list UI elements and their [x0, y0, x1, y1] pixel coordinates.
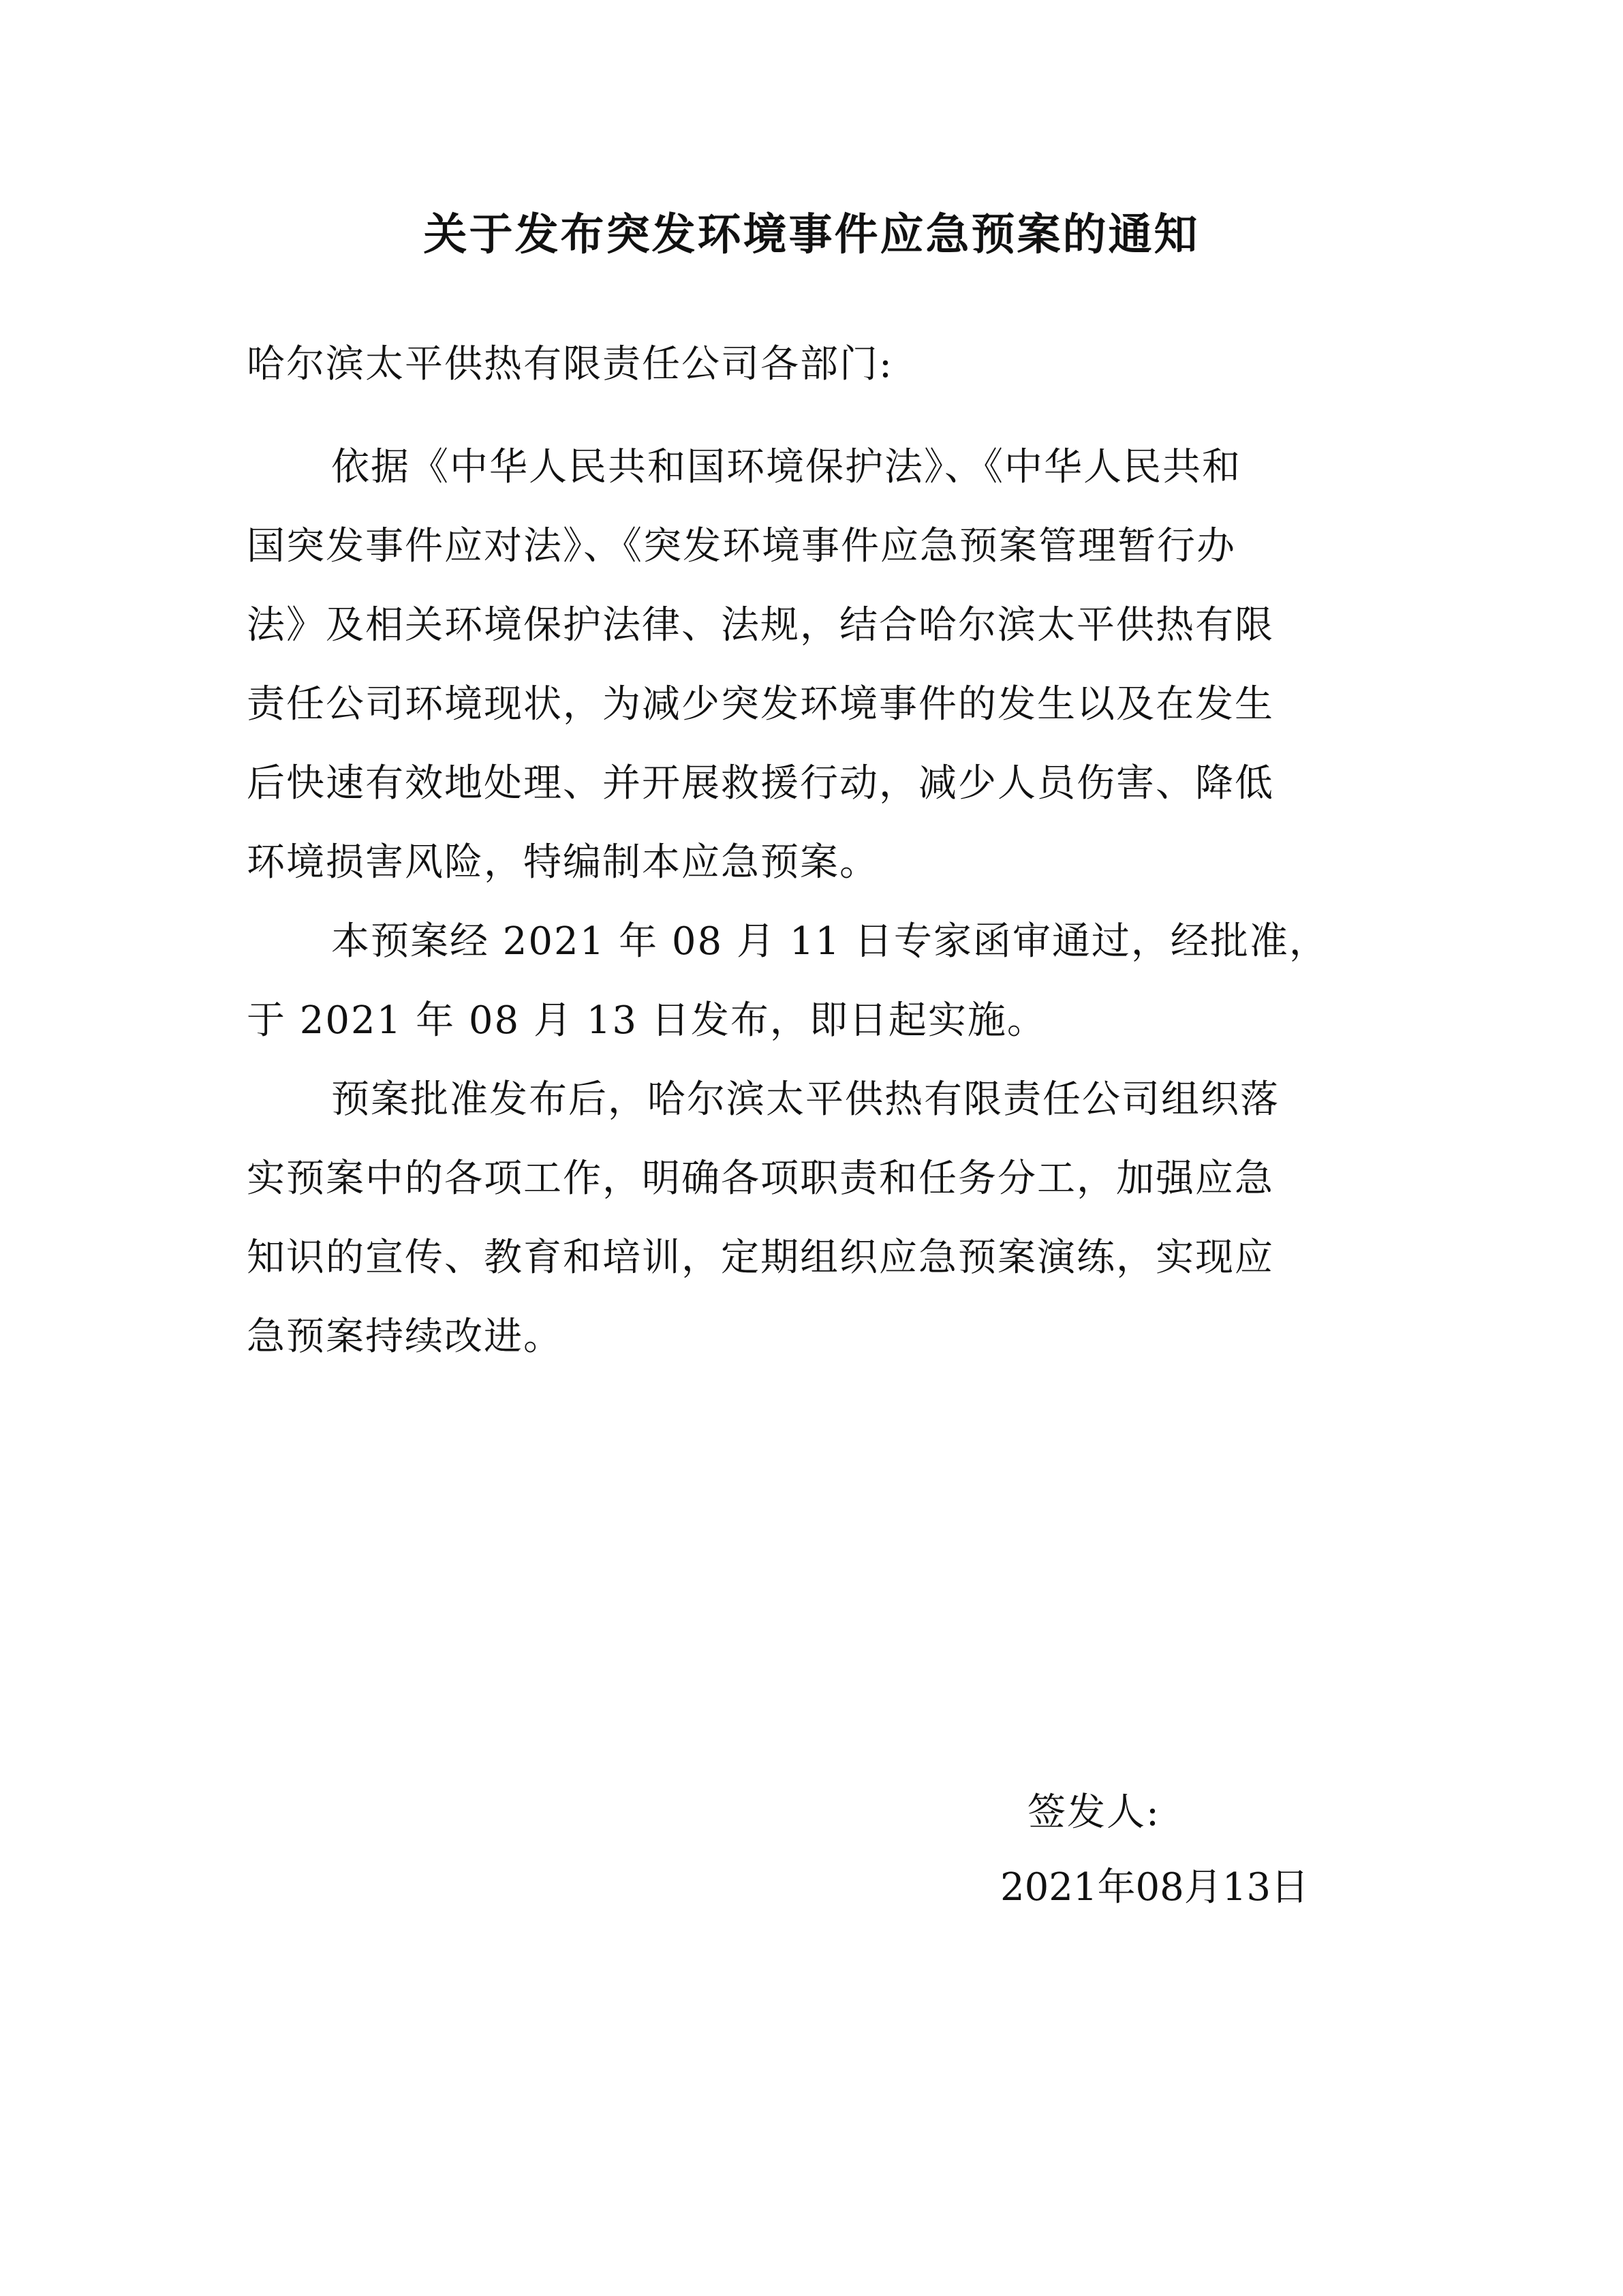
document-title: 关于发布突发环境事件应急预案的通知: [423, 209, 1200, 260]
paragraph-line: 预案批准发布后，哈尔滨太平供热有限责任公司组织落: [331, 1077, 1280, 1122]
paragraph-line: 环境损害风险，特编制本应急预案。: [247, 840, 879, 885]
paragraph-line: 责任公司环境现状，为减少突发环境事件的发生以及在发生: [247, 682, 1274, 726]
paragraph-line: 依据《中华人民共和国环境保护法》、《中华人民共和: [331, 445, 1241, 489]
paragraph-implementation: [247, 1060, 1378, 1377]
paragraph-legal-basis: [247, 428, 1378, 902]
paragraph-line: 知识的宣传、教育和培训，定期组织应急预案演练，实现应: [247, 1236, 1274, 1280]
document-body: [247, 428, 1378, 1377]
salutation: 哈尔滨太平供热有限责任公司各部门:: [247, 342, 893, 386]
paragraph-line: 后快速有效地处理、并开展救援行动，减少人员伤害、降低: [247, 761, 1274, 806]
paragraph-line: 法》及相关环境保护法律、法规，结合哈尔滨太平供热有限: [247, 603, 1274, 647]
signatory-label: 签发人:: [1027, 1790, 1160, 1835]
paragraph-line: 国突发事件应对法》、《突发环境事件应急预案管理暂行办: [247, 524, 1236, 568]
paragraph-line: 实预案中的各项工作，明确各项职责和任务分工，加强应急: [247, 1157, 1274, 1201]
paragraph-line: 于 2021 年 08 月 13 日发布，即日起实施。: [247, 998, 1047, 1043]
issue-date: 2021年08月13日: [1000, 1865, 1310, 1910]
paragraph-line: 急预案持续改进。: [247, 1315, 563, 1359]
paragraph-approval: [247, 902, 1378, 1060]
paragraph-line: 本预案经 2021 年 08 月 11 日专家函审通过，经批准，: [331, 919, 1329, 964]
